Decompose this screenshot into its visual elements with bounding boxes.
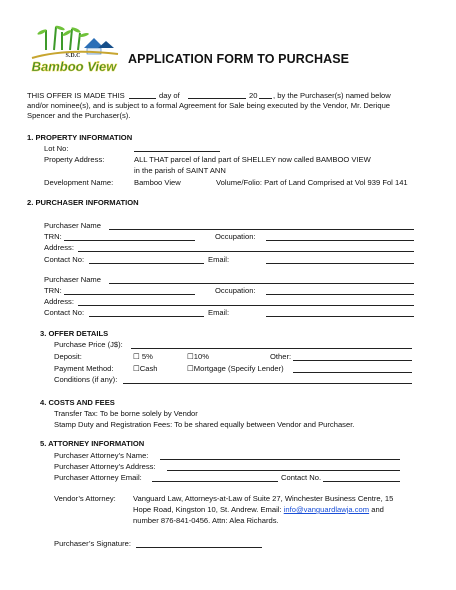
payment-cash-checkbox[interactable]: ☐Cash	[133, 364, 158, 373]
intro-text-c: 20	[249, 91, 258, 100]
vendor-attorney-line1: Vanguard Law, Attorneys-at-Law of Suite 27, Winchester Business Centre, 15	[133, 494, 394, 503]
day-field[interactable]	[129, 98, 156, 99]
attorney-name-label: Purchaser Attorney’s Name:	[54, 451, 149, 460]
deposit-5-checkbox[interactable]: ☐ 5%	[133, 352, 153, 361]
attorney-contact-field[interactable]	[323, 481, 400, 482]
purchaser2-occupation-field[interactable]	[266, 294, 414, 295]
purchaser2-name-label: Purchaser Name	[44, 275, 101, 284]
address-label: Property Address:	[44, 155, 105, 164]
purchaser1-address-label: Address:	[44, 243, 74, 252]
section-offer-heading: 3. OFFER DETAILS	[40, 329, 109, 338]
deposit-10-checkbox[interactable]: ☐10%	[187, 352, 210, 361]
attorney-contact-label: Contact No.	[281, 473, 322, 482]
svg-text:S.D.C: S.D.C	[65, 53, 81, 59]
dev-value: Bamboo View	[134, 178, 181, 187]
deposit-label: Deposit:	[54, 352, 82, 361]
purchaser2-occupation-label: Occupation:	[215, 286, 256, 295]
purchaser1-contact-field[interactable]	[89, 263, 204, 264]
purchaser2-email-field[interactable]	[266, 316, 414, 317]
volume-folio: Volume/Folio: Part of Land Comprised at Vol 939 Fol 141	[216, 178, 408, 187]
bamboo-view-logo	[26, 24, 122, 76]
purchaser1-name-label: Purchaser Name	[44, 221, 101, 230]
signature-label: Purchaser’s Signature:	[54, 539, 131, 548]
signature-field[interactable]	[136, 547, 262, 548]
deposit-other-label: Other:	[270, 352, 292, 361]
intro-text-a: THIS OFFER IS MADE THIS	[27, 91, 125, 100]
attorney-email-field[interactable]	[152, 481, 278, 482]
purchaser2-email-label: Email:	[208, 308, 230, 317]
payment-label: Payment Method:	[54, 364, 114, 373]
attorney-address-label: Purchaser Attorney’s Address:	[54, 462, 156, 471]
costs-line2: Stamp Duty and Registration Fees: To be shared equally between Vendor and Purchaser.	[54, 420, 355, 429]
purchaser2-contact-label: Contact No:	[44, 308, 85, 317]
purchaser1-trn-label: TRN:	[44, 232, 62, 241]
purchaser2-address-field[interactable]	[78, 305, 414, 306]
vendor-attorney-label: Vendor’s Attorney:	[54, 494, 116, 503]
purchaser1-name-field[interactable]	[109, 229, 414, 230]
vendor-email-link[interactable]: info@vanguardlawja.com	[283, 505, 370, 514]
section-property-heading: 1. PROPERTY INFORMATION	[27, 133, 133, 142]
vendor-attorney-line2-text: Hope Road, Kingston 10, St. Andrew. Email:	[133, 505, 282, 514]
vendor-attorney-line3: number 876-841-0456. Attn: Alea Richards.	[133, 516, 279, 525]
section-costs-heading: 4. COSTS AND FEES	[40, 398, 115, 407]
section-attorney-heading: 5. ATTORNEY INFORMATION	[40, 439, 145, 448]
section-purchaser-heading: 2. PURCHASER INFORMATION	[27, 198, 139, 207]
address-value-2: in the parish of SAINT ANN	[134, 166, 226, 175]
price-field[interactable]	[131, 348, 412, 349]
attorney-address-field[interactable]	[167, 470, 400, 471]
purchaser1-occupation-label: Occupation:	[215, 232, 256, 241]
vendor-attorney-line2-and: and	[371, 505, 384, 514]
attorney-name-field[interactable]	[160, 459, 400, 460]
purchaser2-name-field[interactable]	[109, 283, 414, 284]
purchaser1-address-field[interactable]	[78, 251, 414, 252]
price-label: Purchase Price (J$):	[54, 340, 123, 349]
purchaser1-trn-field[interactable]	[64, 240, 195, 241]
purchaser1-email-label: Email:	[208, 255, 230, 264]
purchaser1-occupation-field[interactable]	[266, 240, 414, 241]
month-field[interactable]	[188, 98, 246, 99]
conditions-field[interactable]	[123, 383, 412, 384]
lender-field[interactable]	[293, 372, 412, 373]
purchaser2-contact-field[interactable]	[89, 316, 204, 317]
payment-mortgage-checkbox[interactable]: ☐Mortgage (Specify Lender)	[187, 364, 284, 373]
svg-text:Bamboo View: Bamboo View	[31, 59, 117, 74]
purchaser2-trn-label: TRN:	[44, 286, 62, 295]
attorney-email-label: Purchaser Attorney Email:	[54, 473, 142, 482]
intro-text-b: day of	[159, 91, 180, 100]
intro-text-d: , by the Purchaser(s) named below	[273, 91, 391, 100]
deposit-other-field[interactable]	[293, 360, 412, 361]
page-title: APPLICATION FORM TO PURCHASE	[128, 52, 350, 66]
year-field[interactable]	[259, 98, 272, 99]
costs-line1: Transfer Tax: To be borne solely by Vendor	[54, 409, 198, 418]
dev-label: Development Name:	[44, 178, 114, 187]
address-value-1: ALL THAT parcel of land part of SHELLEY now called BAMBOO VIEW	[134, 155, 371, 164]
intro-text-line3: Spencer and the Purchaser(s).	[27, 111, 131, 120]
lot-field[interactable]	[134, 151, 220, 152]
purchaser1-email-field[interactable]	[266, 263, 414, 264]
purchaser2-address-label: Address:	[44, 297, 74, 306]
intro-text-line2: and/or nominee(s), and is subject to a formal Agreement for Sale being executed by the Vendor, Mr. Derique	[27, 101, 391, 110]
purchaser2-trn-field[interactable]	[64, 294, 195, 295]
lot-label: Lot No:	[44, 144, 69, 153]
vendor-attorney-line2	[133, 505, 384, 514]
purchaser1-contact-label: Contact No:	[44, 255, 85, 264]
conditions-label: Conditions (if any):	[54, 375, 118, 384]
